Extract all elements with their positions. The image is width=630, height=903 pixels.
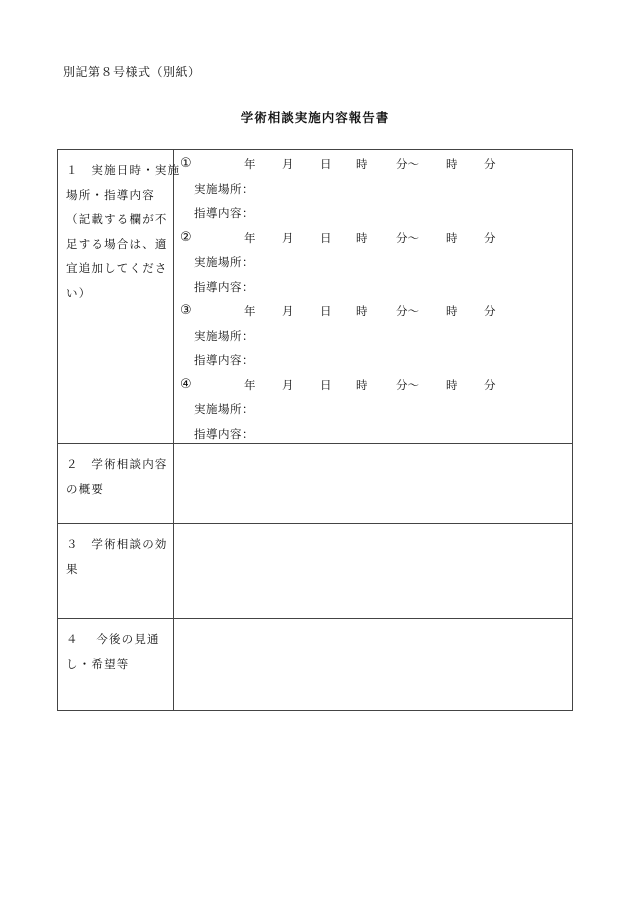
section-4-line: し・希望等 xyxy=(66,656,130,671)
place-label: 実施場所： xyxy=(194,255,254,269)
end-minute-label: 分 xyxy=(484,230,496,245)
content-row xyxy=(174,348,572,373)
end-hour-label: 時 xyxy=(446,377,458,392)
section-3-line: 果 xyxy=(66,561,79,576)
place-row xyxy=(174,324,572,349)
start-hour-label: 時 xyxy=(356,377,368,392)
session-2 xyxy=(174,226,572,300)
session-number: ② xyxy=(180,229,192,245)
year-label: 年 xyxy=(244,157,256,171)
end-minute-label: 分 xyxy=(484,377,496,392)
section-1-label xyxy=(58,150,181,305)
section-2-line: ２ 学術相談内容 xyxy=(66,457,168,471)
start-hour-label: 時 xyxy=(356,304,368,318)
session-entries xyxy=(174,152,572,446)
end-hour-label: 時 xyxy=(446,157,458,171)
place-label: 実施場所： xyxy=(194,181,254,196)
section-4-label xyxy=(58,619,173,676)
session-1 xyxy=(174,152,572,226)
report-table xyxy=(57,149,573,711)
content-row xyxy=(174,201,572,226)
start-hour-label: 時 xyxy=(356,157,368,171)
start-hour-label: 時 xyxy=(356,230,368,245)
section-3-line: ３ 学術相談の効 xyxy=(66,537,168,551)
document-title: 学術相談実施内容報告書 xyxy=(240,110,390,125)
section-2-label xyxy=(58,444,173,501)
year-label: 年 xyxy=(244,230,256,245)
place-label: 実施場所： xyxy=(194,328,254,343)
session-datetime-row xyxy=(174,226,572,251)
month-label: 月 xyxy=(282,304,294,318)
section-3-label xyxy=(58,524,173,581)
section-1-line: い） xyxy=(66,285,92,300)
session-number: ③ xyxy=(180,303,192,318)
section-1-line: （記載する欄が不 xyxy=(66,212,168,226)
day-label: 日 xyxy=(320,230,332,245)
section-1-line: 場所・指導内容 xyxy=(66,187,155,202)
month-label: 月 xyxy=(282,157,294,171)
place-row xyxy=(174,177,572,202)
month-label: 月 xyxy=(282,230,294,245)
content-row xyxy=(174,422,572,447)
day-label: 日 xyxy=(320,304,332,318)
session-datetime-row xyxy=(174,299,572,324)
end-hour-label: 時 xyxy=(446,304,458,318)
end-minute-label: 分 xyxy=(484,157,496,171)
place-row xyxy=(174,250,572,275)
start-minute-label: 分～ xyxy=(396,230,419,245)
place-label: 実施場所： xyxy=(194,402,254,416)
content-label: 指導内容： xyxy=(194,353,254,367)
content-label: 指導内容： xyxy=(194,279,254,294)
session-number: ④ xyxy=(180,376,192,392)
session-datetime-row xyxy=(174,152,572,177)
place-row xyxy=(174,397,572,422)
start-minute-label: 分～ xyxy=(396,377,419,392)
start-minute-label: 分～ xyxy=(396,157,419,171)
section-2-line: の概要 xyxy=(66,481,105,496)
day-label: 日 xyxy=(320,377,332,392)
year-label: 年 xyxy=(244,377,256,392)
session-datetime-row xyxy=(174,373,572,398)
content-row xyxy=(174,275,572,300)
end-minute-label: 分 xyxy=(484,304,496,318)
year-label: 年 xyxy=(244,304,256,318)
content-label: 指導内容： xyxy=(194,206,254,220)
month-label: 月 xyxy=(282,377,294,392)
end-hour-label: 時 xyxy=(446,230,458,245)
section-1-line: 足する場合は、適 xyxy=(66,236,168,251)
section-1-line: １ 実施日時・実施 xyxy=(66,163,181,177)
section-1-line: 宜追加してくださ xyxy=(66,261,168,275)
session-number: ① xyxy=(180,156,192,171)
start-minute-label: 分～ xyxy=(396,304,419,318)
content-label: 指導内容： xyxy=(194,426,254,441)
section-4-line: ４ 今後の見通 xyxy=(66,632,160,646)
session-3 xyxy=(174,299,572,373)
form-number-label: 別記第８号様式（別紙） xyxy=(63,65,201,79)
session-4 xyxy=(174,373,572,447)
day-label: 日 xyxy=(320,157,332,171)
